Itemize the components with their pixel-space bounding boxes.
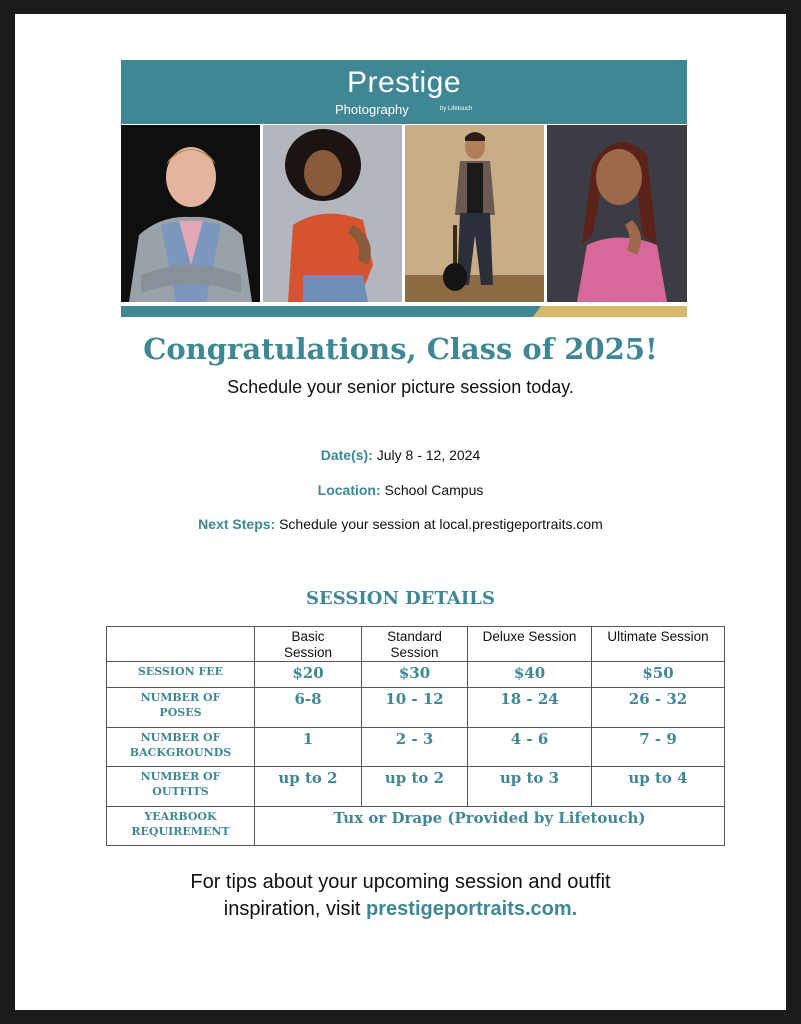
footer-line-2-prefix: inspiration, visit	[223, 898, 367, 920]
table-cell: 10 - 12	[362, 688, 468, 728]
table-cell: 6-8	[255, 688, 362, 728]
banner-stripe-teal	[121, 306, 541, 317]
page-title: Congratulations, Class of 2025!	[143, 332, 658, 366]
location-line	[15, 482, 786, 498]
table-cell: 1	[255, 728, 362, 767]
dates-label: Date(s):	[320, 447, 373, 463]
footer-line-1: For tips about your upcoming session and outfit	[190, 871, 611, 893]
portrait-photo-3	[405, 125, 544, 302]
brand-banner	[121, 60, 687, 124]
table-cell: up to 4	[592, 767, 725, 807]
yearbook-requirement-value: Tux or Drape (Provided by Lifetouch)	[255, 807, 725, 846]
col-basic-session: Basic Session	[255, 627, 362, 662]
session-details-table	[106, 626, 725, 846]
table-cell: up to 3	[468, 767, 592, 807]
row-label-poses: NUMBER OF POSES	[107, 688, 255, 728]
table-header-row	[107, 627, 725, 662]
brand-logo-by: by Lifetouch	[440, 106, 473, 112]
brand-logo-sub: Photography	[335, 102, 409, 117]
row-label-outfits: NUMBER OF OUTFITS	[107, 767, 255, 807]
dates-value: July 8 - 12, 2024	[372, 447, 481, 463]
row-label-yearbook: YEARBOOK REQUIREMENT	[107, 807, 255, 846]
flyer-page	[15, 14, 786, 1010]
next-steps-label: Next Steps:	[198, 516, 276, 532]
row-label-backgrounds: NUMBER OF BACKGROUNDS	[107, 728, 255, 767]
table-row-poses	[107, 688, 725, 728]
portrait-photo-4	[547, 125, 687, 302]
table-corner-cell	[107, 627, 255, 662]
location-label: Location:	[317, 482, 381, 498]
brand-logo-name: Prestige	[346, 66, 462, 99]
table-row-outfits	[107, 767, 725, 807]
col-ultimate-session: Ultimate Session	[592, 627, 725, 662]
col-deluxe-session: Deluxe Session	[468, 627, 592, 662]
footer-text	[15, 869, 786, 923]
table-cell: $50	[592, 662, 725, 688]
table-row-session-fee	[107, 662, 725, 688]
portrait-photo-1	[121, 125, 260, 302]
location-value: School Campus	[380, 482, 484, 498]
table-cell: up to 2	[255, 767, 362, 807]
page-subtitle: Schedule your senior picture session today.	[227, 377, 574, 397]
table-cell: $20	[255, 662, 362, 688]
table-cell: $40	[468, 662, 592, 688]
table-cell: up to 2	[362, 767, 468, 807]
table-cell: 7 - 9	[592, 728, 725, 767]
table-row-yearbook	[107, 807, 725, 846]
next-steps-value: Schedule your session at local.prestigeportraits.com	[275, 516, 603, 532]
portrait-photo-2	[263, 125, 402, 302]
session-details-title: SESSION DETAILS	[306, 588, 495, 609]
table-cell: 26 - 32	[592, 688, 725, 728]
table-cell: 18 - 24	[468, 688, 592, 728]
row-label-session-fee: SESSION FEE	[107, 662, 255, 688]
col-standard-session: Standard Session	[362, 627, 468, 662]
table-cell: 2 - 3	[362, 728, 468, 767]
next-steps-line	[15, 516, 786, 532]
footer-website-link[interactable]: prestigeportraits.com.	[366, 898, 578, 920]
table-row-backgrounds	[107, 728, 725, 767]
dates-line	[15, 447, 786, 463]
table-cell: $30	[362, 662, 468, 688]
table-cell: 4 - 6	[468, 728, 592, 767]
banner-stripe-gold	[533, 306, 687, 317]
